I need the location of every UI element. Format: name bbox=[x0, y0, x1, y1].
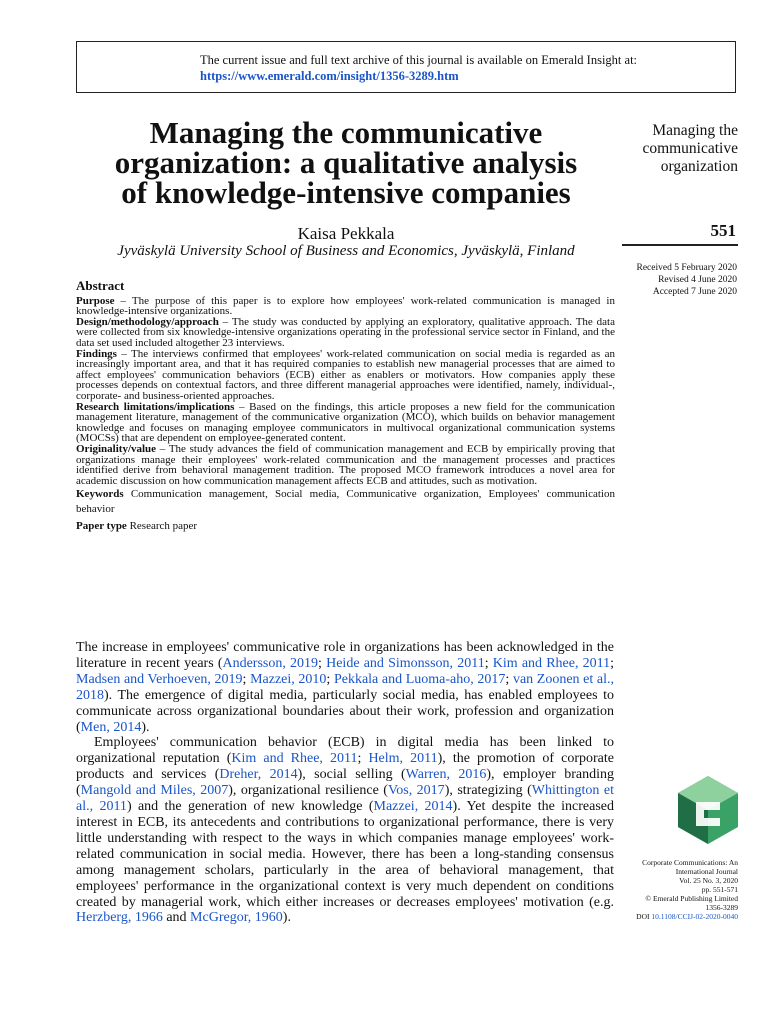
margin-rule bbox=[622, 244, 738, 246]
journal-info: Corporate Communications: An International Journal Vol. 25 No. 3, 2020 pp. 551-571 © Emerald Publishing Limited 1356-3289 DOI 10.1108/CCIJ-02-2020-0040 bbox=[600, 858, 738, 921]
paper-type: Paper type Research paper bbox=[76, 520, 198, 533]
doi-link[interactable]: 10.1108/CCIJ-02-2020-0040 bbox=[651, 912, 738, 921]
citation-link[interactable]: Mangold and Miles, 2007 bbox=[80, 783, 229, 799]
abstract-purpose: Purpose – The purpose of this paper is to explore how employees' work-related communication is managed in knowledge-intensive organizations. bbox=[76, 294, 615, 318]
citation-link[interactable]: Men, 2014 bbox=[80, 719, 142, 735]
body-paragraph-2 bbox=[76, 735, 614, 926]
body-text bbox=[76, 640, 614, 926]
citation-link[interactable]: Pekkala and Luoma-aho, 2017 bbox=[333, 671, 506, 687]
abstract-heading: Abstract bbox=[76, 278, 125, 293]
author-name: Kaisa Pekkala bbox=[297, 224, 395, 243]
body-text-run: ; bbox=[242, 671, 251, 687]
body-text-run: ), strategizing ( bbox=[444, 783, 532, 799]
abstract-design: Design/methodology/approach – The study was conducted by applying an exploratory, qualitative approach. The data were collected from six knowledge-intensive organizations operating in the professional service sector in Finland, and the data set used included altogether 23 interviews. bbox=[76, 315, 615, 349]
body-text-run: ). The emergence of digital media, particularly social media, has enabled employees to communicate across organizational boundaries about their work, profession and organization ( bbox=[76, 687, 614, 735]
abstract bbox=[76, 278, 615, 533]
article-title: Managing the communicative organization: a qualitative analysis of knowledge-intensive companies bbox=[114, 115, 578, 210]
citation-link[interactable]: Dreher, 2014 bbox=[219, 767, 298, 783]
citation-link[interactable]: Warren, 2016 bbox=[405, 767, 487, 783]
journal-access-notice bbox=[76, 41, 736, 93]
body-text-run: ). Yet despite the increased interest in ECB, its antecedents and contributions to organizational performance, there is very little understanding with respect to the ways in which companies manage employees' work-related communication in social media. However, there has been a long-standing consensus among management scholars, particularly in the area of behavioral management, that employees' performance in the organizational context is very much dependent on conditions created by managerial work, which either increases or decreases employees' motivation (e.g. bbox=[76, 799, 614, 910]
page-number: 551 bbox=[710, 221, 736, 240]
body-text-run: ; bbox=[610, 655, 615, 671]
body-text-run: ), organizational resilience ( bbox=[228, 783, 388, 799]
body-text-run: and bbox=[162, 910, 191, 926]
abstract-originality: Originality/value – The study advances the field of communication management and ECB by empirically proving that organizations manage their employees' work-related communication and the management processes and practices identified derive from behavioral management tradition. The proposed MCO framework introduces a novel area for academic discussion on how communication management affects ECB and attitudes, such as motivation. bbox=[76, 442, 615, 487]
body-text-run: ), social selling ( bbox=[297, 767, 406, 783]
citation-link[interactable]: McGregor, 1960 bbox=[190, 910, 283, 926]
citation-link[interactable]: Helm, 2011 bbox=[368, 751, 438, 767]
journal-archive-link[interactable]: https://www.emerald.com/insight/1356-3289.htm bbox=[200, 69, 459, 83]
submission-dates: Received 5 February 2020 Revised 4 June 2020 Accepted 7 June 2020 bbox=[636, 263, 737, 297]
citation-link[interactable]: Kim and Rhee, 2011 bbox=[231, 751, 358, 767]
citation-link[interactable]: Mazzei, 2014 bbox=[373, 799, 453, 815]
citation-link[interactable]: Heide and Simonsson, 2011 bbox=[326, 655, 485, 671]
body-text-run: ; bbox=[484, 655, 493, 671]
citation-link[interactable]: Madsen and Verhoeven, 2019 bbox=[76, 671, 243, 687]
body-text-run: ; bbox=[318, 655, 327, 671]
body-text-run: Employees' communication behavior (ECB) in digital media has been linked to organizational reputation ( bbox=[76, 735, 614, 767]
body-text-run: ). bbox=[141, 719, 150, 735]
body-text-run: The increase in employees' communicative role in organizations has been acknowledged in the literature in recent years ( bbox=[76, 640, 614, 671]
citation-link[interactable]: Vos, 2017 bbox=[387, 783, 445, 799]
citation-link[interactable]: Andersson, 2019 bbox=[222, 655, 319, 671]
body-paragraph-1 bbox=[76, 640, 614, 735]
author-affiliation: Jyväskylä University School of Business and Economics, Jyväskylä, Finland bbox=[117, 243, 575, 259]
body-text-run: ; bbox=[357, 751, 369, 767]
body-text-run: ; bbox=[505, 671, 513, 687]
abstract-findings: Findings – The interviews confirmed that employees' work-related communication on social media is regarded as an increasingly important area, and that it has required companies to establish new managerial processes that are aimed to affect employees' communication behaviors (ECB) either as enablers or motivators. How companies apply these processes depends on contextual factors, and three different managerial approaches were identified, namely, individual-, corporate- and business-oriented approaches. bbox=[76, 347, 615, 402]
citation-link[interactable]: van Zoonen et al., 2018 bbox=[76, 671, 615, 703]
abstract-limitations: Research limitations/implications – Based on the findings, this article proposes a new field for the communication management literature, management of the communicative organization (MCO), which builds on behavior management knowledge and focuses on managing employee communicators in multivocal organizational communication systems (MOCSs) that are dependent on employee-generated content. bbox=[76, 400, 615, 445]
body-text-run: ). bbox=[282, 910, 291, 926]
crossmark-logo-icon[interactable] bbox=[676, 774, 740, 846]
keywords: Keywords Communication management, Social media, Communicative organization, Employees' communication behavior bbox=[76, 488, 615, 516]
body-text-run: ) and the generation of new knowledge ( bbox=[126, 799, 374, 815]
body-text-run: ; bbox=[326, 671, 334, 687]
citation-link[interactable]: Kim and Rhee, 2011 bbox=[492, 655, 611, 671]
citation-link[interactable]: Mazzei, 2010 bbox=[250, 671, 327, 687]
citation-link[interactable]: Herzberg, 1966 bbox=[76, 910, 163, 926]
running-head: Managing the communicative organization bbox=[642, 122, 738, 175]
notice-text: The current issue and full text archive of this journal is available on Emerald Insight at: bbox=[200, 53, 638, 67]
citation-link[interactable]: Whittington et al., 2011 bbox=[76, 783, 615, 815]
doi-line: DOI 10.1108/CCIJ-02-2020-0040 bbox=[636, 912, 738, 921]
body-text-run: ), employer branding ( bbox=[76, 767, 614, 799]
body-text-run: ), the promotion of corporate products and services ( bbox=[76, 751, 614, 783]
